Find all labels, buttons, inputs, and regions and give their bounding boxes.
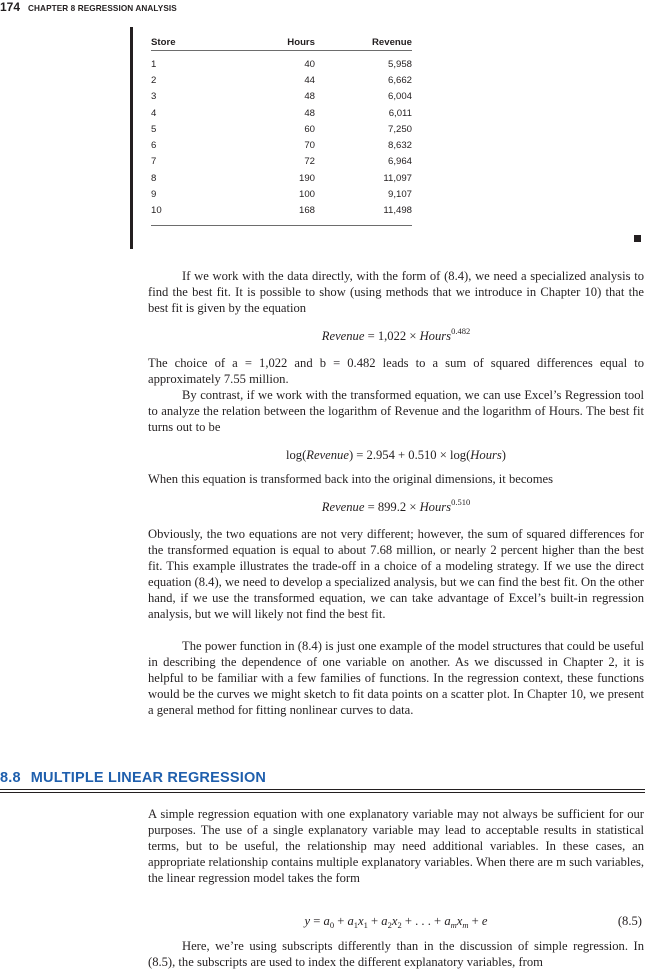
revenue-cell: 8,632	[387, 140, 412, 152]
eq3-exponent: 0.510	[451, 497, 471, 507]
store-cell: 4	[151, 107, 157, 119]
store-cell: 1	[151, 58, 157, 70]
paragraph-back-transform: When this equation is transformed back into the original dimensions, it becomes	[148, 472, 554, 486]
paragraph-choice: The choice of a = 1,022 and b = 0.482 leads to a sum of squared differences equal to approximately 7.55 million.	[148, 356, 644, 386]
paragraph-comparison: Obviously, the two equations are not very different; however, the sum of squared differences for the transformed equation is equal to about 7.68 million, or nearly 2 percent higher than the best fit. This example illustrates the trade-off in a choice of a modeling strategy. If we use the direct equation (8.4), we need to develop a specialized analysis, but we can find the best fit. On the other hand, if we use the transformed equation, we can take advantage of Excel’s built-in regression analysis, but we will likely not find the best fit.	[148, 527, 644, 621]
table-row	[151, 203, 412, 226]
table-row	[151, 121, 412, 137]
eq3-lhs: Revenue	[321, 500, 365, 514]
column-header-store: Store	[151, 34, 226, 51]
running-head	[0, 0, 177, 16]
eq2-lhs: Revenue	[306, 448, 349, 462]
eq2-mid: ) = 2.954 + 0.510 × log(	[348, 448, 471, 462]
eq2-log-open: log(	[285, 448, 307, 462]
eq4-expression: $y = a_0 + a_1x_1 + a_2x_2$ + . . . + $a_mx_m + e$	[304, 914, 488, 930]
table-body	[151, 51, 412, 226]
hours-cell: 100	[298, 189, 315, 201]
eq2-var: Hours	[470, 448, 502, 462]
equation-revenue-transformed	[148, 499, 644, 515]
revenue-cell: 7,250	[387, 123, 412, 135]
table-row	[151, 137, 412, 153]
store-cell: 8	[151, 172, 157, 184]
store-cell: 7	[151, 156, 157, 168]
table-row	[151, 154, 412, 170]
revenue-cell: 6,011	[388, 107, 412, 119]
hours-cell: 40	[304, 58, 315, 70]
section-title	[0, 770, 266, 786]
section-title-text: MULTIPLE LINEAR REGRESSION	[30, 770, 267, 786]
page-number: 174	[0, 0, 21, 14]
hours-cell: 190	[298, 172, 315, 184]
revenue-cell: 6,004	[387, 91, 412, 103]
hours-cell: 70	[304, 140, 315, 152]
revenue-cell: 9,107	[387, 189, 412, 201]
revenue-cell: 11,097	[383, 172, 412, 184]
store-cell: 9	[151, 189, 157, 201]
eq1-exponent: 0.482	[451, 326, 471, 336]
chapter-label: CHAPTER 8 REGRESSION ANALYSIS	[28, 4, 177, 13]
store-cell: 6	[151, 140, 157, 152]
hours-cell: 48	[304, 107, 315, 119]
paragraph-power-function: The power function in (8.4) is just one example of the model structures that could be useful in describing the dependence of one variable on another. As we discussed in Chapter 2, it is helpful to be familiar with a few families of functions. In the regression context, these functions would be the curves we might sketch to fit data points on a scatter plot. In Chapter 10, we present a general method for fitting nonlinear curves to data.	[148, 639, 644, 717]
revenue-cell: 11,498	[325, 203, 412, 226]
table-header-row	[151, 34, 412, 51]
column-header-hours: Hours	[226, 34, 325, 51]
section-heading	[0, 768, 645, 796]
equation-number: (8.5)	[617, 914, 642, 928]
hours-cell: 60	[304, 123, 315, 135]
eq1-rhs: = 1,022 ×	[364, 329, 420, 343]
equation-log-fit	[148, 447, 644, 463]
hours-cell: 168	[226, 203, 325, 226]
hours-cell: 44	[304, 74, 315, 86]
eq2-close: )	[501, 448, 506, 462]
table-row	[151, 186, 412, 202]
table-side-bar	[130, 27, 133, 249]
store-cell: 3	[151, 91, 157, 103]
end-of-example-mark	[634, 235, 641, 242]
eq3-var: Hours	[419, 500, 452, 514]
column-header-revenue: Revenue	[325, 34, 412, 51]
paragraph-multiple-regression: A simple regression equation with one explanatory variable may not always be sufficient for our purposes. The use of a single explanatory variable may lead to acceptable results in statistical terms, but to be useful, the relationship may need additional variables. In these cases, an appropriate relationship contains multiple explanatory variables. When there are m such variables, the linear regression model takes the form	[148, 807, 644, 885]
eq3-rhs: = 899.2 ×	[364, 500, 420, 514]
hours-cell: 48	[304, 91, 315, 103]
table-row	[151, 89, 412, 105]
table-row	[151, 105, 412, 121]
revenue-cell: 5,958	[387, 58, 412, 70]
eq1-var: Hours	[419, 329, 452, 343]
eq1-lhs: Revenue	[321, 329, 365, 343]
revenue-cell: 6,662	[387, 74, 412, 86]
revenue-cell: 6,964	[387, 156, 412, 168]
section-number: 8.8	[0, 770, 21, 786]
table-row	[151, 170, 412, 186]
paragraph-direct-fit: If we work with the data directly, with the form of (8.4), we need a specialized analysis to find the best fit. It is possible to show (using methods that we introduce in Chapter 10) that the best fit is given by the equation	[148, 269, 644, 315]
store-cell: 2	[151, 74, 157, 86]
table-row	[151, 72, 412, 88]
store-cell: 5	[151, 123, 157, 135]
section-rule-top	[0, 789, 645, 790]
paragraph-subscripts: Here, we’re using subscripts differently than in the discussion of simple regression. In (8.5), the subscripts are used to index the different explanatory variables, from	[148, 939, 644, 969]
equation-revenue-direct	[148, 328, 644, 344]
table-row	[151, 51, 412, 73]
hours-cell: 72	[304, 156, 315, 168]
store-data-table	[151, 34, 412, 226]
paragraph-transformed: By contrast, if we work with the transformed equation, we can use Excel’s Regression tool to analyze the relation between the logarithm of Revenue and the logarithm of Hours. The best fit turns out to be	[148, 388, 644, 434]
section-rule-bottom	[0, 792, 645, 793]
equation-multiple-regression	[148, 913, 644, 929]
store-cell: 10	[151, 203, 226, 226]
